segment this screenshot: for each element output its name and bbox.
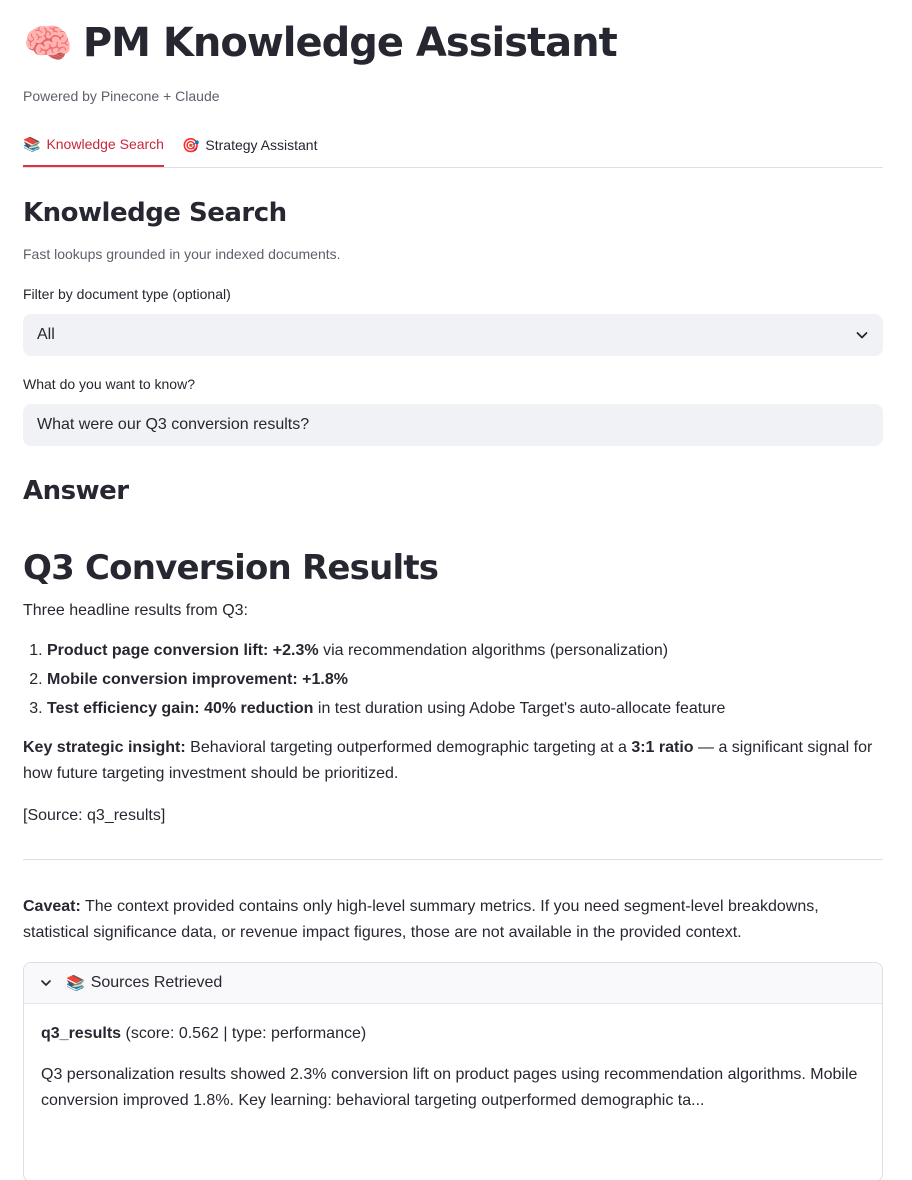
tab-bar	[23, 123, 883, 168]
app-title: PM Knowledge Assistant	[82, 20, 617, 66]
question-input[interactable]	[23, 404, 883, 446]
list-item	[47, 636, 883, 665]
source-name: q3_results	[41, 1025, 122, 1042]
app-subtitle: Powered by Pinecone + Claude	[23, 88, 220, 104]
list-item	[47, 665, 883, 694]
document-type-select[interactable]	[23, 314, 883, 356]
strategic-insight	[23, 735, 883, 787]
chevron-down-icon	[40, 977, 52, 989]
result-detail: in test duration using Adobe Target's auto-allocate feature	[313, 700, 726, 717]
target-icon: 🎯	[181, 136, 200, 153]
brain-icon: 🧠	[23, 21, 73, 67]
answer-intro: Three headline results from Q3:	[23, 602, 248, 619]
tab-label: Strategy Assistant	[205, 137, 318, 153]
filter-label: Filter by document type (optional)	[23, 286, 231, 302]
list-item	[47, 694, 883, 723]
select-value: All	[37, 326, 55, 343]
insight-text-pre: Behavioral targeting outperformed demographic targeting at a	[185, 739, 632, 756]
results-list	[23, 636, 883, 723]
books-icon: 📚	[23, 135, 41, 152]
tab-label: Knowledge Search	[46, 136, 164, 152]
sources-header-label: Sources Retrieved	[90, 974, 223, 991]
tab-strategy-assistant[interactable]	[182, 123, 318, 167]
section-title: Knowledge Search	[23, 198, 287, 228]
books-icon: 📚	[66, 975, 85, 992]
caveat-label: Caveat:	[23, 898, 81, 915]
section-description: Fast lookups grounded in your indexed documents.	[23, 246, 341, 262]
source-item-meta	[41, 1022, 865, 1046]
result-title: Q3 Conversion Results	[23, 548, 439, 588]
divider	[23, 859, 883, 860]
insight-ratio: 3:1 ratio	[631, 739, 694, 756]
sources-expander	[23, 962, 883, 1180]
source-citation: [Source: q3_results]	[23, 807, 166, 824]
result-highlight: Test efficiency gain: 40% reduction	[47, 700, 314, 717]
source-excerpt: Q3 personalization results showed 2.3% conversion lift on product pages using recommendation algorithms. Mobile conversion improved 1.8%. Key learning: behavioral targeting outperformed demographic ta...	[41, 1066, 858, 1109]
tab-knowledge-search[interactable]	[23, 123, 164, 167]
chevron-down-icon	[855, 328, 869, 342]
answer-heading: Answer	[23, 476, 129, 506]
sources-expander-toggle[interactable]	[24, 963, 882, 1004]
result-highlight: Product page conversion lift: +2.3%	[47, 642, 319, 659]
result-detail: via recommendation algorithms (personalization)	[318, 642, 669, 659]
question-label: What do you want to know?	[23, 376, 195, 392]
insight-label: Key strategic insight:	[23, 739, 186, 756]
app-header	[23, 0, 883, 86]
caveat	[23, 894, 883, 946]
source-score: (score: 0.562 | type: performance)	[121, 1025, 367, 1042]
result-highlight: Mobile conversion improvement: +1.8%	[47, 671, 348, 688]
caveat-text: The context provided contains only high-level summary metrics. If you need segment-level breakdowns, statistical significance data, or revenue impact figures, those are not available in the provided context.	[23, 898, 819, 941]
insight-text-post: — a significant signal for how future targeting investment should be prioritized.	[23, 739, 873, 782]
sources-list	[24, 1004, 882, 1114]
